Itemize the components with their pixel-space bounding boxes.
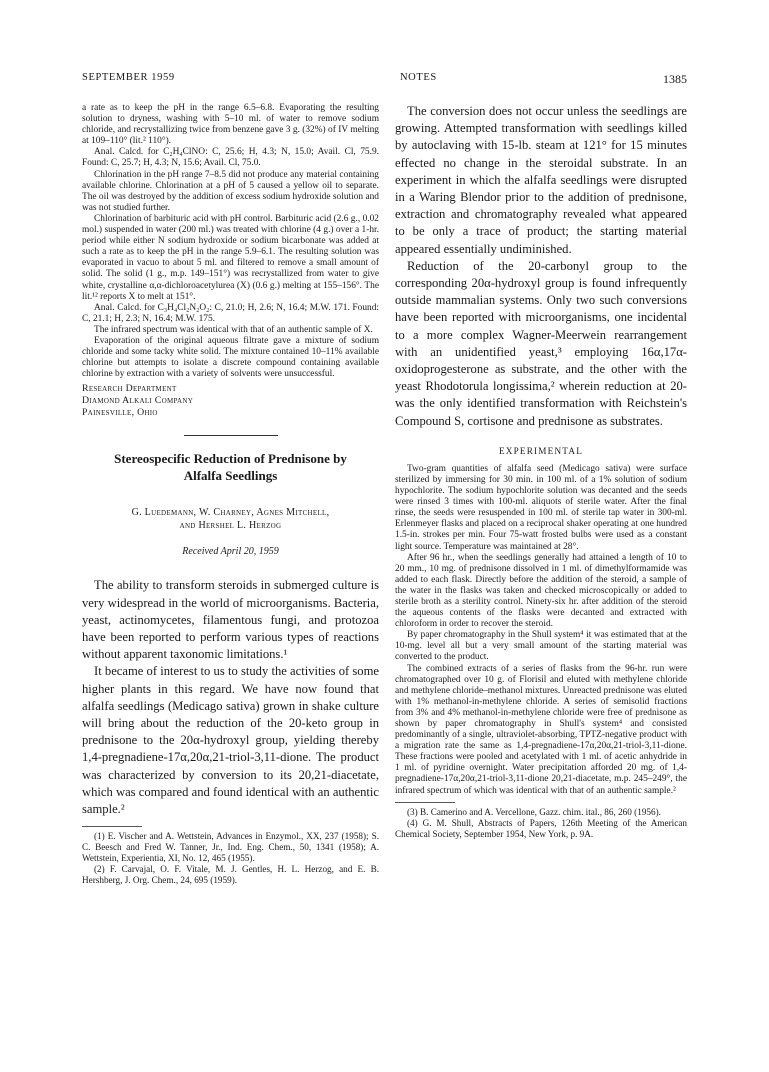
article-title-line: Stereospecific Reduction of Prednisone by — [114, 451, 347, 467]
received-date: Received April 20, 1959 — [182, 546, 279, 558]
footnote: (1) E. Vischer and A. Wettstein, Advances in Enzymol., XX, 237 (1958); S. C. Beesch and Fred W. Tanner, Jr., Ind. Eng. Chem., 50, 1341 (1958); A. Wettstein, Experientia, XI, No. 12, 465 (1955). — [82, 831, 379, 864]
footnote-rule — [82, 826, 142, 827]
affiliation-block — [82, 383, 379, 419]
separator-rule — [184, 435, 278, 436]
article-title — [82, 450, 379, 484]
body-paragraph: It became of interest to us to study the activities of some higher plants in this regard. We have now found that alfalfa seedlings (Medicago sativa) grown in shake culture will bring about the reduction of the 20-keto group in prednisone to the 20α-hydroxyl group, yielding thereby 1,4-pregnadiene-17α,20α,21-triol-3,11-dione. The product was characterized by conversion to its 20,21-diacetate, which was compared and found identical with an authentic sample.² — [82, 664, 379, 816]
left-column — [82, 103, 379, 886]
affiliation-line: Diamond Alkali Company — [82, 395, 194, 407]
paragraph: After 96 hr., when the seedlings generally had attained a length of 10 to 20 mm., 10 mg. of prednisone dissolved in 1 ml. of dimethylformamide was added to each flask. Directly before the addition of the steroid, a sample of the water in the flasks was taken and checked microscopically or added to sterile broth as a sterility control. Ninety-six hr. after addition of the steroid the aqueous contents of the flasks were decanted and extracted with chloroform in order to recover the steroid. — [395, 552, 687, 630]
footnote: (2) F. Carvajal, O. F. Vitale, M. J. Gentles, H. L. Herzog, and E. B. Hershberg, J. Org. Chem., 24, 695 (1959). — [82, 864, 379, 886]
author-line: G. Luedemann, W. Charney, Agnes Mitchell, — [131, 507, 330, 519]
right-column — [395, 103, 687, 840]
paragraph: Chlorination in the pH range 7–8.5 did not produce any material containing available chlorine. Chlorination at a pH of 5 caused a yellow oil to separate. The oil was destroyed by the addition of excess sodium hydroxide solution and was not studied further. — [82, 169, 379, 213]
paragraph-analysis: Anal. Calcd. for C₂H₄ClNO: C, 25.6; H, 4.3; N, 15.0; Avail. Cl, 75.9. Found: C, 25.7; H, 4.3; N, 15.6; Avail. Cl, 75.0. — [82, 147, 379, 169]
body-paragraph: The ability to transform steroids in submerged culture is very widespread in the world of microorganisms. Bacteria, yeast, actinomycetes, filamentous fungi, and protozoa have been reported to perform various types of reactions without apparent taxonomic limitations.¹ — [82, 578, 379, 662]
body-paragraph: The conversion does not occur unless the seedlings are growing. Attempted transformation with seedlings killed by autoclaving with 15-lb. steam at 121° for 15 minutes effected no change in the steroidal substrate. In an experiment in which the alfalfa seedlings were disrupted in a Waring Blendor prior to the addition of prednisone, extraction and chromatography revealed what appeared to be only a trace of product; the starting material appeared essentially undiminished. — [395, 104, 687, 256]
section-heading: EXPERIMENTAL — [498, 445, 584, 456]
paragraph: a rate as to keep the pH in the range 6.5–6.8. Evaporating the resulting solution to dryness, washing with 5–10 ml. of water to remove sodium chloride, and recrystallizing twice from benzene gave 3 g. (32%) of IV melting at 109–110° (lit.² 110°). — [82, 103, 379, 147]
body-paragraph: Reduction of the 20-carbonyl group to the corresponding 20α-hydroxyl group is found infrequently outside mammalian systems. Only two such conversions have been reported with microorganisms, one incidental to a more complex Wagner-Meerwein rearrangement with an unidentified yeast,³ employing 16α,17α-oxidoprogesterone as substrate, and the other with the yeast Rhodotorula longissima,² wherein reduction at 20- was the only identified transformation with Reichstein's Compound S, cortisone and prednisone as substrates. — [395, 258, 687, 428]
footnote-rule — [395, 802, 455, 803]
page-number: 1385 — [663, 72, 687, 86]
footnote: (4) G. M. Shull, Abstracts of Papers, 126th Meeting of the American Chemical Society, September 1954, New York, p. 9A. — [395, 817, 687, 839]
running-head-date: SEPTEMBER 1959 — [82, 72, 175, 83]
paragraph: By paper chromatography in the Shull system⁴ it was estimated that at the 10-mg. level all but a very small amount of the starting material was converted to the product. — [395, 630, 687, 663]
running-head — [82, 72, 687, 86]
paragraph: The infrared spectrum was identical with that of an authentic sample of X. — [94, 324, 373, 335]
author-list — [82, 506, 379, 532]
paragraph: The combined extracts of a series of flasks from the 96-hr. run were chromatographed over 10 g. of Florisil and eluted with methylene chloride and methylene chloride–methanol mixtures. Unreacted prednisone was eluted with 1% methanol-in-methylene chloride. A series of semisolid fractions from 3% and 4% methanol-in-methylene chloride were free of prednisone as shown by paper chromatography in Shull's system⁴ and consisted predominantly of a single, ultraviolet-absorbing, TPTZ-negative product with a migration rate the same as 1,4-pregnadiene-17α,20α,21-triol-3,11-dione. These fractions were pooled and acetylated with 1 ml. of acetic anhydride in 1 ml. of pyridine overnight. Water precipitation afforded 20 mg. of 1,4-pregnadiene-17α,20α,21-triol-3,11-dione 20,21-diacetate, m.p. 245–249°, the infrared spectrum of which was identical with that of an authentic sample.² — [395, 663, 687, 796]
article-title-line: Alfalfa Seedlings — [183, 468, 278, 484]
affiliation-line: Painesville, Ohio — [82, 407, 158, 419]
author-line: and Hershel L. Herzog — [179, 520, 282, 532]
affiliation-line: Research Department — [82, 383, 177, 395]
paragraph: Chlorination of barbituric acid with pH control. Barbituric acid (2.6 g., 0.02 mol.) suspended in water (200 ml.) was treated with chlorine (4 g.) over a 1-hr. period while either N sodium hydroxide or sodium bicarbonate was added at such a rate as to keep the pH in the range 5.9–6.1. The resulting solution was evaporated in vacuo to about 5 ml. and filtered to remove a small amount of solid. The solid (1 g., m.p. 149–151°) was recrystallized from water to give white, crystalline α,α-dichloroacetylurea (X) (0.6 g.) melting at 155–156°. The lit.¹² reports X to melt at 151°. — [82, 213, 379, 302]
paragraph-analysis: Anal. Calcd. for C₃H₄Cl₂N₂O₂: C, 21.0; H, 2.6; N, 16.4; M.W. 171. Found: C, 21.1; H, 2.3; N, 16.4; M.W. 175. — [82, 302, 379, 324]
footnote: (3) B. Camerino and A. Vercellone, Gazz. chim. ital., 86, 260 (1956). — [407, 806, 661, 817]
running-head-section: NOTES — [400, 72, 437, 83]
paragraph: Two-gram quantities of alfalfa seed (Medicago sativa) were surface sterilized by immersing for 30 min. in 100 ml. of a 1% solution of sodium hypochlorite. The sodium hypochlorite solution was decanted and the seeds were rinsed 3 times with 100-ml. aliquots of sterile water. After the final rinse, the seeds were resuspended in 100 ml. of sterile tap water in 300-ml. Erlenmeyer flasks and placed on a reciprocal shaker operating at one hundred 1.5-in. strokes per min. Four 75-watt frosted bulbs were used as a constant light source. Temperature was maintained at 28°. — [395, 463, 687, 552]
paragraph: Evaporation of the original aqueous filtrate gave a mixture of sodium chloride and some tacky white solid. The mixture contained 10–11% available chlorine but attempts to isolate a discrete compound containing available chlorine by extraction with a variety of solvents were unsuccessful. — [82, 335, 379, 380]
